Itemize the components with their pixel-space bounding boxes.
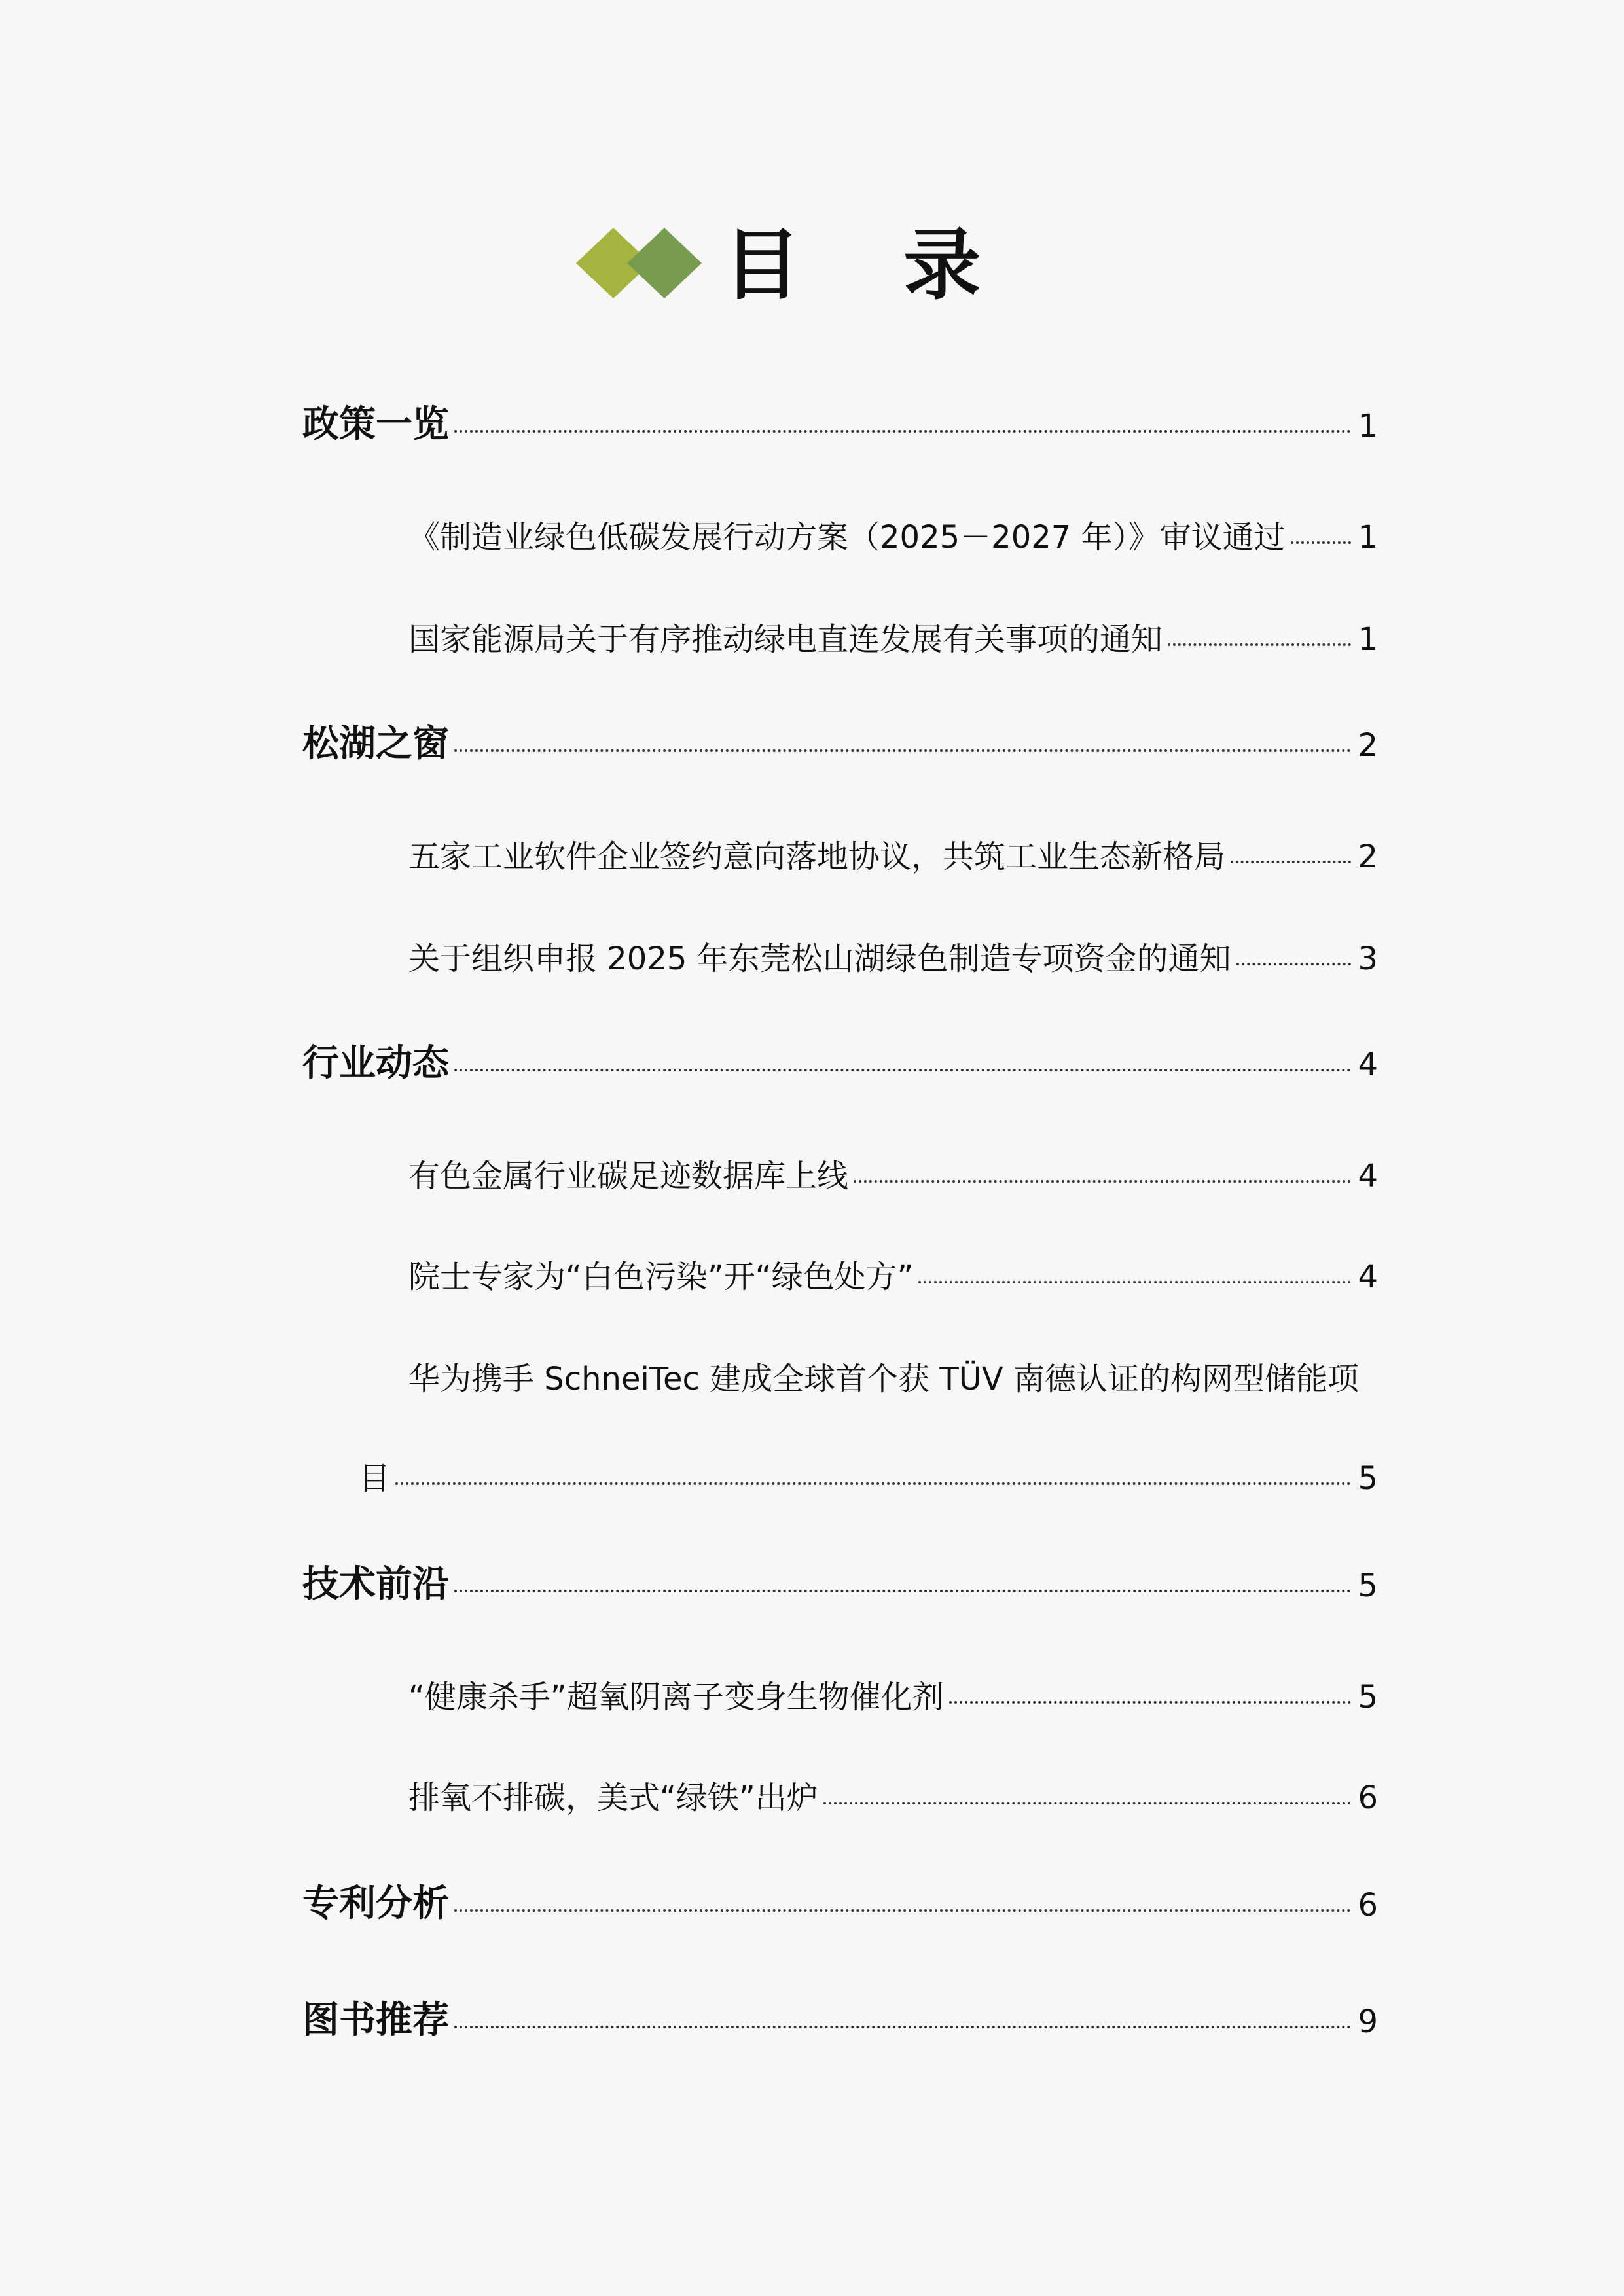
toc-page-number: 6 [1358,1887,1378,1924]
toc-label: 排氧不排碳，美式“绿铁”出炉 [408,1780,818,1816]
toc-item-line-2[interactable] [359,1453,1378,1498]
toc-page-number: 6 [1358,1780,1378,1816]
toc-label: 《制造业绿色低碳发展行动方案（2025－2027 年）》审议通过 [408,519,1286,556]
page-title: 目 录 [723,220,1019,310]
toc-section-policy[interactable] [302,395,1378,448]
dot-leader [395,1482,1351,1485]
dot-leader [1291,541,1352,544]
dot-leader [854,1180,1351,1183]
toc-label: 政策一览 [302,403,449,446]
toc-label: 院士专家为“白色污染”开“绿色处方” [408,1259,914,1295]
toc-label: 行业动态 [302,1042,449,1085]
toc-label: 松湖之窗 [302,723,449,765]
dot-leader [454,1909,1351,1912]
toc-item[interactable] [408,1772,1378,1818]
toc-page-number: 1 [1358,621,1378,658]
toc-item[interactable] [408,933,1378,978]
toc-page-number: 2 [1358,727,1378,764]
toc-item[interactable] [408,614,1378,659]
toc-page-number: 9 [1358,2003,1378,2040]
toc-page-number: 4 [1358,1158,1378,1194]
toc-item[interactable] [408,831,1378,876]
toc-label: “健康杀手”超氧阴离子变身生物催化剂 [408,1679,944,1715]
toc-page-number: 1 [1358,408,1378,444]
toc-section-tech[interactable] [302,1555,1378,1607]
toc-page-number: 3 [1358,941,1378,977]
toc-page-number: 5 [1358,1460,1378,1497]
toc-label: 关于组织申报 2025 年东莞松山湖绿色制造专项资金的通知 [408,941,1231,977]
toc-page-number: 5 [1358,1679,1378,1715]
toc-label: 图书推荐 [302,1999,449,2041]
toc-page-number: 2 [1358,838,1378,875]
toc-section-books[interactable] [302,1991,1378,2043]
toc-label: 国家能源局关于有序推动绿电直连发展有关事项的通知 [408,621,1163,658]
dot-leader [823,1802,1352,1804]
dot-leader [1231,861,1351,863]
toc-label: 目 [359,1460,391,1497]
dot-leader [454,1069,1351,1071]
toc-section-industry[interactable] [302,1034,1378,1086]
dot-leader [949,1701,1352,1704]
toc-label: 有色金属行业碳足迹数据库上线 [408,1158,849,1194]
dot-leader [454,2026,1351,2028]
toc-item[interactable] [408,1151,1378,1196]
toc-item-line-1[interactable]: 华为携手 SchneiTec 建成全球首个获 TÜV 南德认证的构网型储能项 [408,1361,1359,1397]
dot-leader [454,749,1351,752]
toc-item[interactable] [408,1672,1378,1717]
toc-page-number: 1 [1358,519,1378,556]
dot-leader [454,1590,1351,1592]
toc-page-number: 4 [1358,1047,1378,1083]
toc-label: 五家工业软件企业签约意向落地协议，共筑工业生态新格局 [408,838,1226,875]
toc-page-number: 5 [1358,1568,1378,1604]
dot-leader [1168,643,1351,646]
toc-label: 专利分析 [302,1882,449,1925]
dot-leader [454,430,1351,433]
toc-page-number: 4 [1358,1259,1378,1295]
dot-leader [918,1281,1351,1283]
toc-section-songhu[interactable] [302,715,1378,767]
toc-item[interactable] [408,512,1378,557]
toc-section-patent[interactable] [302,1874,1378,1927]
toc-label: 技术前沿 [302,1563,449,1605]
toc-item[interactable] [408,1251,1378,1297]
dot-leader [1236,963,1352,965]
